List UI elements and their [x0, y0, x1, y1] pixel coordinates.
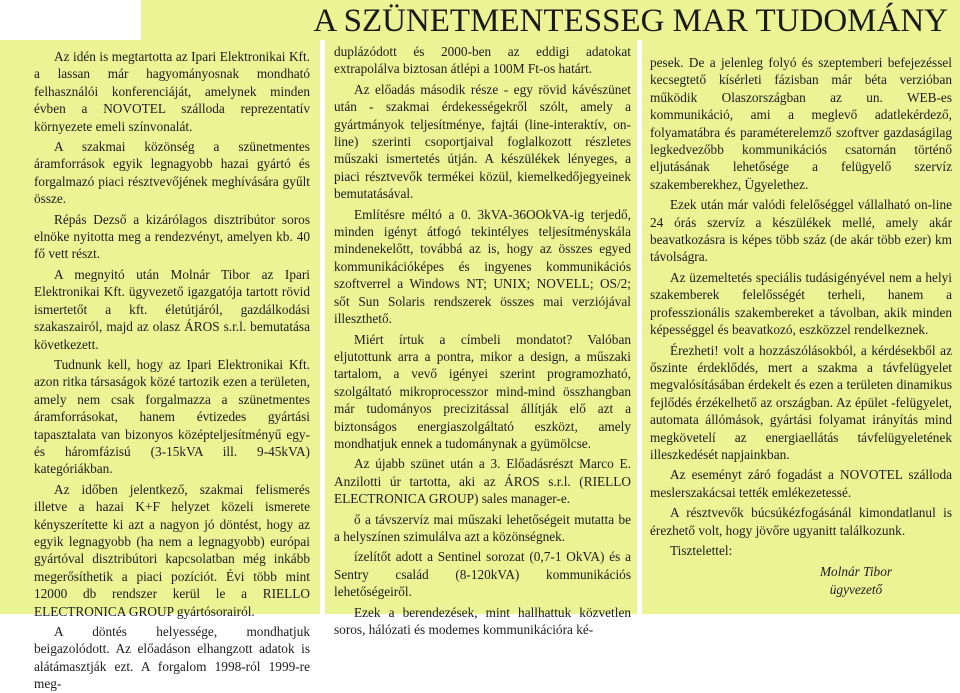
- paragraph: pesek. De a jelenleg folyó és szeptemberi befejezéssel kecsegtető kísérleti fázisban már béta verzióban működik Olaszországban az un. WEB-es kommunikáció, ami a meglevő adatlekérdező, folyamatábra és paraméterelemző szoftver gazdaságilag legkedvezőbb kommunikációs csatornán történő eljutásának lehetősége a felügyelő szervíz szakemberekhez, Ügyelethez.: [650, 55, 952, 192]
- paragraph: Az idén is megtartotta az Ipari Elektronikai Kft. a lassan már hagyományosnak mondható felhasználói konferenciáját, amelynek minden évben a NOVOTEL szálloda reprezentatív környezete emeli színvonalát.: [34, 49, 310, 134]
- paragraph: Répás Dezső a kizárólagos disztribútor soros elnöke nyitotta meg a rendezvényt, amelyen kb. 40 fő vett részt.: [34, 211, 310, 262]
- signature: [650, 563, 952, 598]
- paragraph: Miért írtuk a címbeli mondatot? Valóban eljutottunk arra a pontra, mikor a design, a műszaki tartalom, a vevő igényei szerint programozható, szolgáltató mikroprocesszor mind-mind összhangban már tudományos precizitással állítják elő azt a biztonságos energiaszolgáltató eszközt, amely mondhatjuk ennek a tudománynak a gyümölcse.: [334, 331, 631, 451]
- paragraph: Az üzemeltetés speciális tudásigényével nem a helyi szakemberek felelősségét terheli, hanem a professzionális szakembereket a távolban, akik minden képességgel és beavatkozó, eszközzel rendelkeznek.: [650, 269, 952, 338]
- signature-title: ügyvezető: [829, 581, 883, 597]
- closing-greeting: Tisztelettel:: [670, 542, 733, 558]
- article-headline: A SZÜNETMENTESSEG MAR TUDOMÁNY: [141, 0, 960, 40]
- article-column-2: [325, 40, 637, 637]
- paragraph: Tudnunk kell, hogy az Ipari Elektronikai Kft. azon ritka társaságok közé tartozik ezen a területen, amely nem csak forgalmazza a szünetmentes áramforrásokat, hanem évtizedes gyártási tapasztalata van bizonyos középteljesítményű egy- és háromfázisú (3-15kVA ill. 9-45kVA) kategóriákban.: [34, 356, 310, 477]
- paragraph: ő a távszervíz mai műszaki lehetőségeit mutatta be a helyszínen szimulálva azt a közönségnek.: [334, 511, 631, 544]
- paragraph: A szakmai közönség a szünetmentes áramforrások egyik legnagyobb hazai gyártó és forgalmazó piaci résztvevőjének meghívására gyűlt össze.: [34, 139, 310, 207]
- paragraph: Ezek után már valódi felelőséggel vállalható on-line 24 órás szervíz a készülékek mellé, amely akár beavatkozásra is képes több száz (de akár több ezer) km távolságra.: [650, 197, 952, 265]
- paragraph: Az eseményt záró fogadást a NOVOTEL szálloda meslerszakácsai tették emlékezetessé.: [650, 467, 952, 500]
- paragraph: Az újabb szünet után a 3. Előadásrészt Marco E. Anzilotti úr tartotta, aki az ÁROS s.r.l. (RIELLO ELECTRONICA GROUP) sales manager-e.: [334, 456, 631, 507]
- paragraph: Említésre méltó a 0. 3kVA-36OOkVA-ig terjedő, minden igényt átfogó tekintélyes teljesítményskála mindenekelőtt, továbbá az is, hogy az összes egyed kommunikációképes és ingyenes kommunikációs szoftverrel a Windows NT; UNIX; NOVELL; OS/2; sőt Sun Solaris rendszerek összes mai verziójával illeszthető.: [334, 206, 631, 327]
- paragraph: A résztvevők búcsúkézfogásánál kimondatlanul is érezhető volt, hogy jövőre ugyanitt találkozunk.: [650, 505, 952, 538]
- signature-name: Molnár Tibor: [819, 564, 893, 580]
- paragraph: Az előadás második része - egy rövid kávészünet után - szakmai érdekességekről szólt, amely a gyártmányok teljesítménye, fajtái (line-interaktív, on-line) szerinti csoportjaival foglalkozott részletes műszaki ismertetés útján. A készülékek lényeges, a piaci résztvevők termékei közül, kiemelkedőjegyeinek bemutatásával.: [334, 81, 631, 202]
- paragraph: A döntés helyessége, mondhatjuk beigazolódott. Az előadáson elhangzott adatok is alátámasztják ezt. A forgalom 1998-ról 1999-re meg-: [34, 624, 310, 692]
- paragraph: Az időben jelentkező, szakmai felismerés illetve a hazai K+F helyzet közeli ismerete kényszerítette ki azt a nagyon jó döntést, hogy az egyik legnagyobb (ha nem a legnagyobb) európai gyártóval disztribútori kapcsolatban még inkább megerősíthetik a piaci pozíciót. Évi több mint 12000 db rendszer kerül le a RIELLO ELECTRONICA GROUP gyártósorairól.: [34, 481, 310, 619]
- article-column-3: [642, 40, 960, 614]
- paragraph: Ezek a berendezések, mint hallhattuk közvetlen soros, hálózati és modemes kommunikációra ké-: [334, 604, 631, 637]
- paragraph: Érezheti! volt a hozzászólásokból, a kérdésekből az őszinte érdeklődés, mert a szakma a távfelügyelet megvalósításában érdekelt és ezen a területen dinamikus fejlődés érzékelhető az országban. Az épület -felügyelet, automata állómások, gyártási folyamat irányítás mind megkövetelí az energiaellátás távfelügyeletének illeszkedését napjainkban.: [650, 342, 952, 462]
- paragraph: duplázódott és 2000-ben az eddigi adatokat extrapolálva biztosan átlépi a 100M Ft-os határt.: [334, 44, 631, 77]
- paragraph: ízelítőt adott a Sentinel sorozat (0,7-1 OkVA) és a Sentry család (8-120kVA) kommunikációs lehetőségeiről.: [334, 549, 631, 600]
- paragraph: A megnyitó után Molnár Tibor az Ipari Elektronikai Kft. ügyvezető igazgatója tartott rövid ismertetőt a kft. életútjáról, gazdálkodási szakaszairól, majd az olasz ÁROS s.r.l. bemutatása következett.: [34, 266, 310, 352]
- article-column-1: [0, 40, 320, 692]
